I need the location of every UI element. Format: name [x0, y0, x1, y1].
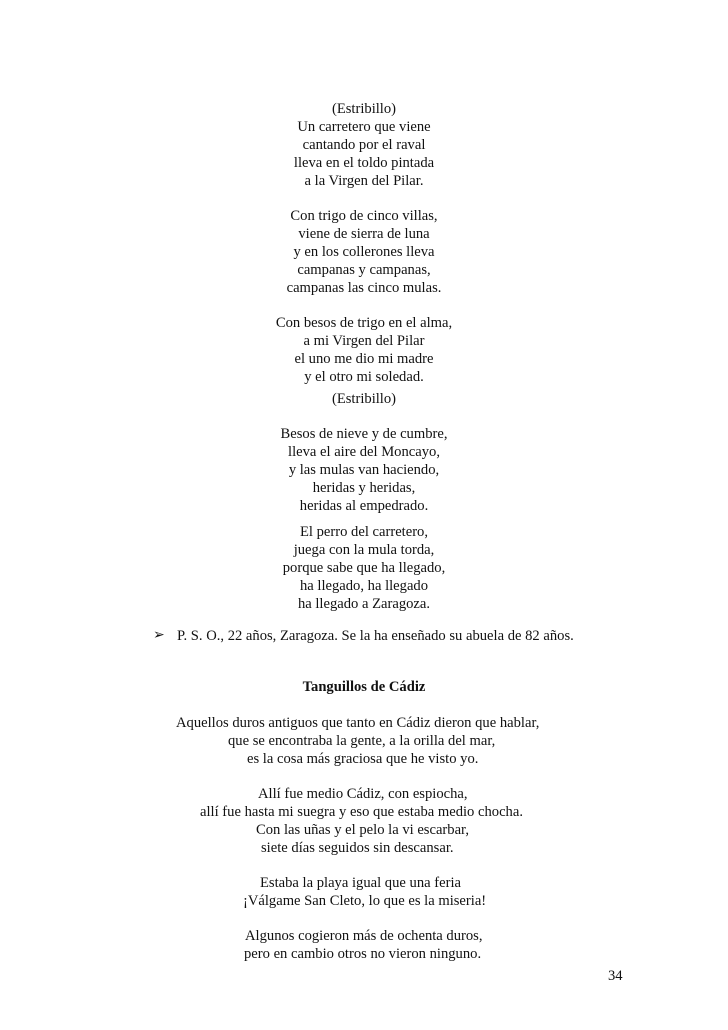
verse-line: (Estribillo): [331, 391, 397, 407]
page-number: 34: [608, 968, 623, 984]
verse-line: lleva en el toldo pintada: [293, 155, 435, 171]
verse-line: que se encontraba la gente, a la orilla del mar,: [228, 733, 496, 749]
verse-line: porque sabe que ha llegado,: [282, 560, 446, 576]
verse-line: Aquellos duros antiguos que tanto en Cádiz dieron que hablar,: [176, 715, 540, 731]
verse-line: Estaba la playa igual que una feria: [260, 875, 461, 891]
verse-line: campanas las cinco mulas.: [286, 280, 442, 296]
verse-line: campanas y campanas,: [297, 262, 431, 278]
poem-title: Tanguillos de Cádiz: [302, 679, 426, 695]
verse-line: Algunos cogieron más de ochenta duros,: [245, 928, 483, 944]
verse-line: Con trigo de cinco villas,: [290, 208, 438, 224]
verse-line: cantando por el raval: [302, 137, 426, 153]
verse-line: allí fue hasta mi suegra y eso que estaba medio chocha.: [200, 804, 523, 820]
verse-line: siete días seguidos sin descansar.: [261, 840, 454, 856]
verse-line: juega con la mula torda,: [293, 542, 435, 558]
verse-line: y las mulas van haciendo,: [288, 462, 440, 478]
verse-line: ha llegado a Zaragoza.: [297, 596, 431, 612]
source-note: P. S. O., 22 años, Zaragoza. Se la ha enseñado su abuela de 82 años.: [177, 628, 574, 644]
verse-line: el uno me dio mi madre: [294, 351, 434, 367]
verse-line: a mi Virgen del Pilar: [303, 333, 425, 349]
verse-line: a la Virgen del Pilar.: [304, 173, 424, 189]
verse-line: Allí fue medio Cádiz, con espiocha,: [258, 786, 468, 802]
arrow-bullet-icon: ➢: [153, 628, 165, 643]
verse-line: heridas al empedrado.: [299, 498, 429, 514]
verse-line: Con las uñas y el pelo la vi escarbar,: [256, 822, 469, 838]
verse-line: Con besos de trigo en el alma,: [275, 315, 453, 331]
verse-line: ha llegado, ha llegado: [299, 578, 429, 594]
verse-line: Un carretero que viene: [297, 119, 431, 135]
verse-line: Besos de nieve y de cumbre,: [280, 426, 448, 442]
verse-line: es la cosa más graciosa que he visto yo.: [247, 751, 479, 767]
verse-line: lleva el aire del Moncayo,: [288, 444, 440, 460]
verse-line: viene de sierra de luna: [298, 226, 430, 242]
verse-line: ¡Válgame San Cleto, lo que es la miseria!: [243, 893, 487, 909]
verse-line: pero en cambio otros no vieron ninguno.: [244, 946, 482, 962]
verse-line: El perro del carretero,: [299, 524, 429, 540]
verse-line: y en los collerones lleva: [293, 244, 435, 260]
verse-line: (Estribillo): [331, 101, 397, 117]
verse-line: heridas y heridas,: [312, 480, 416, 496]
verse-line: y el otro mi soledad.: [304, 369, 424, 385]
